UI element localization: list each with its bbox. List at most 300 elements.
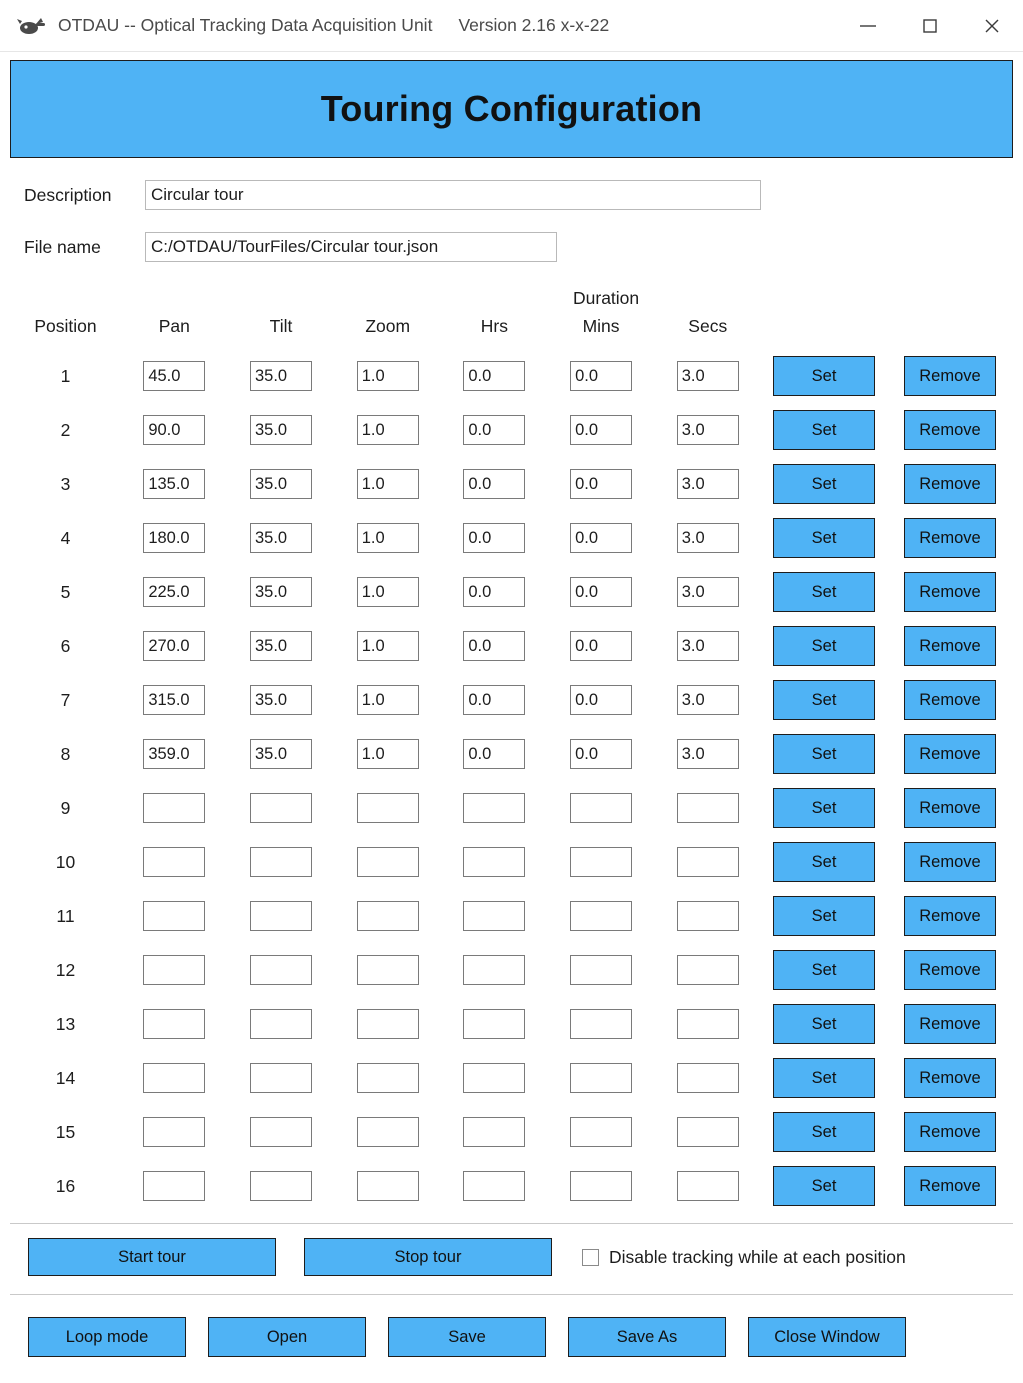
zoom-cell: [334, 457, 441, 511]
tilt-cell: [228, 1051, 335, 1105]
header-position: Position: [34, 316, 97, 336]
zoom-input[interactable]: [357, 793, 419, 823]
duration-group-label: Duration: [573, 288, 640, 308]
set-button[interactable]: Set: [773, 1004, 875, 1044]
table-body: [10, 349, 1013, 1213]
tilt-input[interactable]: 35.0: [250, 469, 312, 499]
disable-tracking-checkbox[interactable]: [582, 1249, 599, 1266]
pan-input[interactable]: 359.0: [143, 739, 205, 769]
position-number: 1: [60, 365, 71, 386]
tilt-cell: [228, 619, 335, 673]
mins-input[interactable]: 0.0: [570, 415, 632, 445]
remove-cell: [887, 457, 1013, 511]
set-cell: [761, 349, 887, 403]
hrs-input[interactable]: [463, 1009, 525, 1039]
mins-cell: [548, 619, 655, 673]
hrs-cell: [441, 1051, 548, 1105]
mins-input[interactable]: [570, 1171, 632, 1201]
hrs-input[interactable]: [463, 847, 525, 877]
save-as-button[interactable]: Save As: [568, 1317, 726, 1357]
positions-table: [10, 316, 1013, 1213]
pan-cell: [121, 619, 228, 673]
page-title: Touring Configuration: [320, 88, 703, 129]
secs-input[interactable]: [677, 1063, 739, 1093]
mins-input[interactable]: [570, 1117, 632, 1147]
header-set: [761, 316, 887, 349]
pan-cell: [121, 673, 228, 727]
mins-input[interactable]: [570, 847, 632, 877]
tilt-input[interactable]: 35.0: [250, 577, 312, 607]
close-window-button[interactable]: Close Window: [748, 1317, 906, 1357]
remove-button[interactable]: Remove: [904, 464, 996, 504]
disable-tracking-checkbox-wrap[interactable]: [582, 1247, 906, 1268]
remove-button[interactable]: Remove: [904, 626, 996, 666]
position-cell: [10, 673, 121, 727]
position-cell: [10, 943, 121, 997]
remove-cell: [887, 1105, 1013, 1159]
filename-label: File name: [24, 236, 101, 257]
tilt-cell: [228, 889, 335, 943]
position-cell: [10, 349, 121, 403]
table-row: [10, 673, 1013, 727]
duration-group-label-wrap: [10, 288, 1013, 310]
start-tour-button[interactable]: Start tour: [28, 1238, 276, 1276]
position-cell: [10, 457, 121, 511]
zoom-input[interactable]: 1.0: [357, 631, 419, 661]
position-number: 16: [55, 1175, 76, 1196]
filename-row: [10, 232, 1013, 262]
remove-button[interactable]: Remove: [904, 842, 996, 882]
open-button[interactable]: Open: [208, 1317, 366, 1357]
tilt-cell: [228, 457, 335, 511]
mins-cell: [548, 403, 655, 457]
maximize-icon[interactable]: [899, 0, 961, 52]
set-button[interactable]: Set: [773, 572, 875, 612]
stop-tour-button[interactable]: Stop tour: [304, 1238, 552, 1276]
tilt-cell: [228, 727, 335, 781]
mins-cell: [548, 943, 655, 997]
mins-cell: [548, 727, 655, 781]
zoom-input[interactable]: 1.0: [357, 685, 419, 715]
hrs-cell: [441, 457, 548, 511]
header-mins: Mins: [582, 316, 620, 336]
hrs-cell: [441, 673, 548, 727]
secs-cell: [654, 403, 761, 457]
position-number: 4: [60, 527, 71, 548]
mins-input[interactable]: 0.0: [570, 685, 632, 715]
secs-input[interactable]: [677, 955, 739, 985]
set-button[interactable]: Set: [773, 896, 875, 936]
position-number: 11: [56, 905, 75, 926]
mins-cell: [548, 565, 655, 619]
set-cell: [761, 781, 887, 835]
table-row: [10, 1051, 1013, 1105]
remove-button[interactable]: Remove: [904, 572, 996, 612]
pan-cell: [121, 457, 228, 511]
set-cell: [761, 997, 887, 1051]
set-button[interactable]: Set: [773, 1112, 875, 1152]
pan-cell: [121, 835, 228, 889]
zoom-cell: [334, 781, 441, 835]
hrs-input[interactable]: 0.0: [463, 577, 525, 607]
secs-cell: [654, 1051, 761, 1105]
tilt-cell: [228, 943, 335, 997]
tilt-cell: [228, 1105, 335, 1159]
remove-cell: [887, 673, 1013, 727]
position-cell: [10, 1159, 121, 1213]
set-button[interactable]: Set: [773, 734, 875, 774]
remove-button[interactable]: Remove: [904, 1058, 996, 1098]
hrs-input[interactable]: [463, 901, 525, 931]
secs-input[interactable]: 3.0: [677, 685, 739, 715]
pan-input[interactable]: 225.0: [143, 577, 205, 607]
mins-input[interactable]: 0.0: [570, 361, 632, 391]
mins-input[interactable]: [570, 1009, 632, 1039]
tilt-input[interactable]: [250, 1009, 312, 1039]
set-cell: [761, 457, 887, 511]
window-title: OTDAU -- Optical Tracking Data Acquisition Unit: [58, 15, 433, 35]
header-secs: Secs: [688, 316, 728, 336]
title-bar: [0, 0, 1023, 52]
table-row: [10, 403, 1013, 457]
position-cell: [10, 511, 121, 565]
secs-cell: [654, 835, 761, 889]
remove-button[interactable]: Remove: [904, 896, 996, 936]
hrs-cell: [441, 511, 548, 565]
secs-cell: [654, 511, 761, 565]
pan-input[interactable]: [143, 901, 205, 931]
mins-input[interactable]: [570, 901, 632, 931]
position-cell: [10, 1105, 121, 1159]
remove-button[interactable]: Remove: [904, 950, 996, 990]
pan-input[interactable]: 315.0: [143, 685, 205, 715]
secs-input[interactable]: [677, 1117, 739, 1147]
secs-cell: [654, 673, 761, 727]
mins-cell: [548, 1051, 655, 1105]
secs-cell: [654, 1105, 761, 1159]
position-number: 15: [55, 1121, 76, 1142]
secs-input[interactable]: 3.0: [677, 523, 739, 553]
pan-cell: [121, 997, 228, 1051]
pan-input[interactable]: [143, 793, 205, 823]
pan-input[interactable]: 135.0: [143, 469, 205, 499]
remove-cell: [887, 1159, 1013, 1213]
secs-input[interactable]: [677, 1009, 739, 1039]
tilt-input[interactable]: [250, 1171, 312, 1201]
mins-input[interactable]: 0.0: [570, 577, 632, 607]
mins-cell: [548, 673, 655, 727]
zoom-input[interactable]: 1.0: [357, 469, 419, 499]
secs-cell: [654, 727, 761, 781]
zoom-cell: [334, 997, 441, 1051]
zoom-input[interactable]: 1.0: [357, 523, 419, 553]
zoom-cell: [334, 727, 441, 781]
app-logo-icon: [16, 15, 46, 37]
mins-input[interactable]: 0.0: [570, 469, 632, 499]
position-number: 13: [55, 1013, 76, 1034]
tour-controls: [10, 1224, 1013, 1276]
secs-cell: [654, 349, 761, 403]
pan-input[interactable]: 45.0: [143, 361, 205, 391]
header-hrs: Hrs: [480, 316, 508, 336]
zoom-input[interactable]: [357, 1117, 419, 1147]
remove-cell: [887, 781, 1013, 835]
zoom-input[interactable]: 1.0: [357, 415, 419, 445]
secs-input[interactable]: [677, 793, 739, 823]
tilt-input[interactable]: 35.0: [250, 631, 312, 661]
set-button[interactable]: Set: [773, 1166, 875, 1206]
remove-button[interactable]: Remove: [904, 1166, 996, 1206]
hrs-input[interactable]: 0.0: [463, 739, 525, 769]
secs-input[interactable]: 3.0: [677, 577, 739, 607]
hrs-cell: [441, 1159, 548, 1213]
pan-input[interactable]: 270.0: [143, 631, 205, 661]
zoom-cell: [334, 1159, 441, 1213]
pan-input[interactable]: [143, 1117, 205, 1147]
set-button[interactable]: Set: [773, 680, 875, 720]
table-row: [10, 997, 1013, 1051]
pan-input[interactable]: [143, 1009, 205, 1039]
mins-cell: [548, 835, 655, 889]
secs-input[interactable]: [677, 901, 739, 931]
table-head: [10, 316, 1013, 349]
pan-input[interactable]: [143, 1063, 205, 1093]
set-button[interactable]: Set: [773, 1058, 875, 1098]
pan-input[interactable]: [143, 955, 205, 985]
hrs-input[interactable]: [463, 1117, 525, 1147]
table-row: [10, 1159, 1013, 1213]
set-cell: [761, 1051, 887, 1105]
position-number: 14: [55, 1067, 76, 1088]
secs-input[interactable]: 3.0: [677, 415, 739, 445]
position-cell: [10, 619, 121, 673]
position-cell: [10, 1051, 121, 1105]
file-controls: [10, 1295, 1013, 1357]
pan-cell: [121, 511, 228, 565]
secs-cell: [654, 943, 761, 997]
set-button[interactable]: Set: [773, 788, 875, 828]
zoom-input[interactable]: 1.0: [357, 577, 419, 607]
secs-cell: [654, 781, 761, 835]
tilt-cell: [228, 997, 335, 1051]
minimize-icon[interactable]: [837, 0, 899, 52]
mins-input[interactable]: [570, 793, 632, 823]
mins-input[interactable]: 0.0: [570, 631, 632, 661]
remove-cell: [887, 889, 1013, 943]
zoom-cell: [334, 511, 441, 565]
remove-button[interactable]: Remove: [904, 1004, 996, 1044]
position-cell: [10, 997, 121, 1051]
tilt-input[interactable]: [250, 793, 312, 823]
hrs-cell: [441, 565, 548, 619]
pan-input[interactable]: [143, 847, 205, 877]
pan-input[interactable]: 90.0: [143, 415, 205, 445]
window-controls: [837, 0, 1023, 52]
description-row: [10, 180, 1013, 210]
set-cell: [761, 619, 887, 673]
secs-input[interactable]: 3.0: [677, 361, 739, 391]
secs-cell: [654, 619, 761, 673]
tilt-cell: [228, 565, 335, 619]
close-icon[interactable]: [961, 0, 1023, 52]
tilt-input[interactable]: [250, 955, 312, 985]
window-version: Version 2.16 x-x-22: [458, 15, 610, 35]
zoom-input[interactable]: [357, 847, 419, 877]
hrs-input[interactable]: 0.0: [463, 523, 525, 553]
hrs-cell: [441, 943, 548, 997]
set-cell: [761, 1159, 887, 1213]
hrs-cell: [441, 727, 548, 781]
table-row: [10, 619, 1013, 673]
position-cell: [10, 835, 121, 889]
secs-cell: [654, 457, 761, 511]
remove-button[interactable]: Remove: [904, 734, 996, 774]
tilt-input[interactable]: [250, 847, 312, 877]
zoom-input[interactable]: [357, 955, 419, 985]
hrs-input[interactable]: 0.0: [463, 685, 525, 715]
remove-button[interactable]: Remove: [904, 410, 996, 450]
table-row: [10, 511, 1013, 565]
zoom-cell: [334, 1105, 441, 1159]
zoom-input[interactable]: [357, 901, 419, 931]
table-row: [10, 727, 1013, 781]
zoom-input[interactable]: [357, 1009, 419, 1039]
pan-input[interactable]: [143, 1171, 205, 1201]
mins-cell: [548, 1159, 655, 1213]
remove-cell: [887, 565, 1013, 619]
hrs-cell: [441, 1105, 548, 1159]
loop-mode-button[interactable]: Loop mode: [28, 1317, 186, 1357]
table-row: [10, 781, 1013, 835]
set-button[interactable]: Set: [773, 626, 875, 666]
remove-cell: [887, 619, 1013, 673]
zoom-input[interactable]: [357, 1171, 419, 1201]
zoom-cell: [334, 565, 441, 619]
description-input[interactable]: Circular tour: [145, 180, 761, 210]
tilt-input[interactable]: 35.0: [250, 415, 312, 445]
mins-input[interactable]: [570, 1063, 632, 1093]
remove-cell: [887, 511, 1013, 565]
mins-cell: [548, 781, 655, 835]
set-button[interactable]: Set: [773, 410, 875, 450]
remove-button[interactable]: Remove: [904, 788, 996, 828]
pan-cell: [121, 889, 228, 943]
mins-input[interactable]: [570, 955, 632, 985]
mins-input[interactable]: 0.0: [570, 739, 632, 769]
set-cell: [761, 1105, 887, 1159]
pan-cell: [121, 565, 228, 619]
zoom-input[interactable]: [357, 1063, 419, 1093]
table-row: [10, 457, 1013, 511]
hrs-input[interactable]: 0.0: [463, 361, 525, 391]
mins-input[interactable]: 0.0: [570, 523, 632, 553]
tilt-input[interactable]: 35.0: [250, 685, 312, 715]
secs-input[interactable]: [677, 1171, 739, 1201]
table-row: [10, 943, 1013, 997]
zoom-input[interactable]: 1.0: [357, 361, 419, 391]
position-cell: [10, 565, 121, 619]
set-button[interactable]: Set: [773, 842, 875, 882]
zoom-input[interactable]: 1.0: [357, 739, 419, 769]
mins-cell: [548, 349, 655, 403]
tilt-input[interactable]: [250, 1117, 312, 1147]
hrs-input[interactable]: [463, 1171, 525, 1201]
set-button[interactable]: Set: [773, 464, 875, 504]
pan-cell: [121, 403, 228, 457]
tilt-cell: [228, 403, 335, 457]
set-button[interactable]: Set: [773, 950, 875, 990]
tilt-cell: [228, 511, 335, 565]
remove-cell: [887, 727, 1013, 781]
zoom-cell: [334, 835, 441, 889]
secs-cell: [654, 565, 761, 619]
pan-cell: [121, 943, 228, 997]
tilt-input[interactable]: [250, 901, 312, 931]
secs-cell: [654, 997, 761, 1051]
hrs-input[interactable]: [463, 793, 525, 823]
pan-input[interactable]: 180.0: [143, 523, 205, 553]
secs-input[interactable]: [677, 847, 739, 877]
remove-button[interactable]: Remove: [904, 356, 996, 396]
hrs-input[interactable]: 0.0: [463, 469, 525, 499]
zoom-cell: [334, 349, 441, 403]
position-number: 9: [60, 797, 71, 818]
pan-cell: [121, 1105, 228, 1159]
hrs-input[interactable]: [463, 1063, 525, 1093]
filename-input[interactable]: C:/OTDAU/TourFiles/Circular tour.json: [145, 232, 557, 262]
pan-cell: [121, 1159, 228, 1213]
table-row: [10, 835, 1013, 889]
position-cell: [10, 403, 121, 457]
secs-input[interactable]: 3.0: [677, 631, 739, 661]
hrs-cell: [441, 889, 548, 943]
remove-button[interactable]: Remove: [904, 1112, 996, 1152]
secs-input[interactable]: 3.0: [677, 469, 739, 499]
remove-button[interactable]: Remove: [904, 518, 996, 558]
hrs-input[interactable]: 0.0: [463, 415, 525, 445]
table-row: [10, 889, 1013, 943]
zoom-cell: [334, 889, 441, 943]
header-zoom: Zoom: [365, 316, 411, 336]
header-pan: Pan: [158, 316, 190, 336]
position-cell: [10, 727, 121, 781]
remove-button[interactable]: Remove: [904, 680, 996, 720]
hrs-input[interactable]: 0.0: [463, 631, 525, 661]
position-cell: [10, 781, 121, 835]
set-cell: [761, 943, 887, 997]
set-button[interactable]: Set: [773, 356, 875, 396]
hrs-input[interactable]: [463, 955, 525, 985]
tilt-input[interactable]: 35.0: [250, 739, 312, 769]
tilt-input[interactable]: [250, 1063, 312, 1093]
set-cell: [761, 511, 887, 565]
secs-input[interactable]: 3.0: [677, 739, 739, 769]
set-cell: [761, 565, 887, 619]
table-row: [10, 349, 1013, 403]
tilt-input[interactable]: 35.0: [250, 523, 312, 553]
position-number: 5: [60, 581, 71, 602]
zoom-cell: [334, 619, 441, 673]
set-button[interactable]: Set: [773, 518, 875, 558]
remove-cell: [887, 1051, 1013, 1105]
zoom-cell: [334, 1051, 441, 1105]
remove-cell: [887, 997, 1013, 1051]
mins-cell: [548, 457, 655, 511]
hrs-cell: [441, 619, 548, 673]
header-remove: [887, 316, 1013, 349]
tilt-input[interactable]: 35.0: [250, 361, 312, 391]
save-button[interactable]: Save: [388, 1317, 546, 1357]
